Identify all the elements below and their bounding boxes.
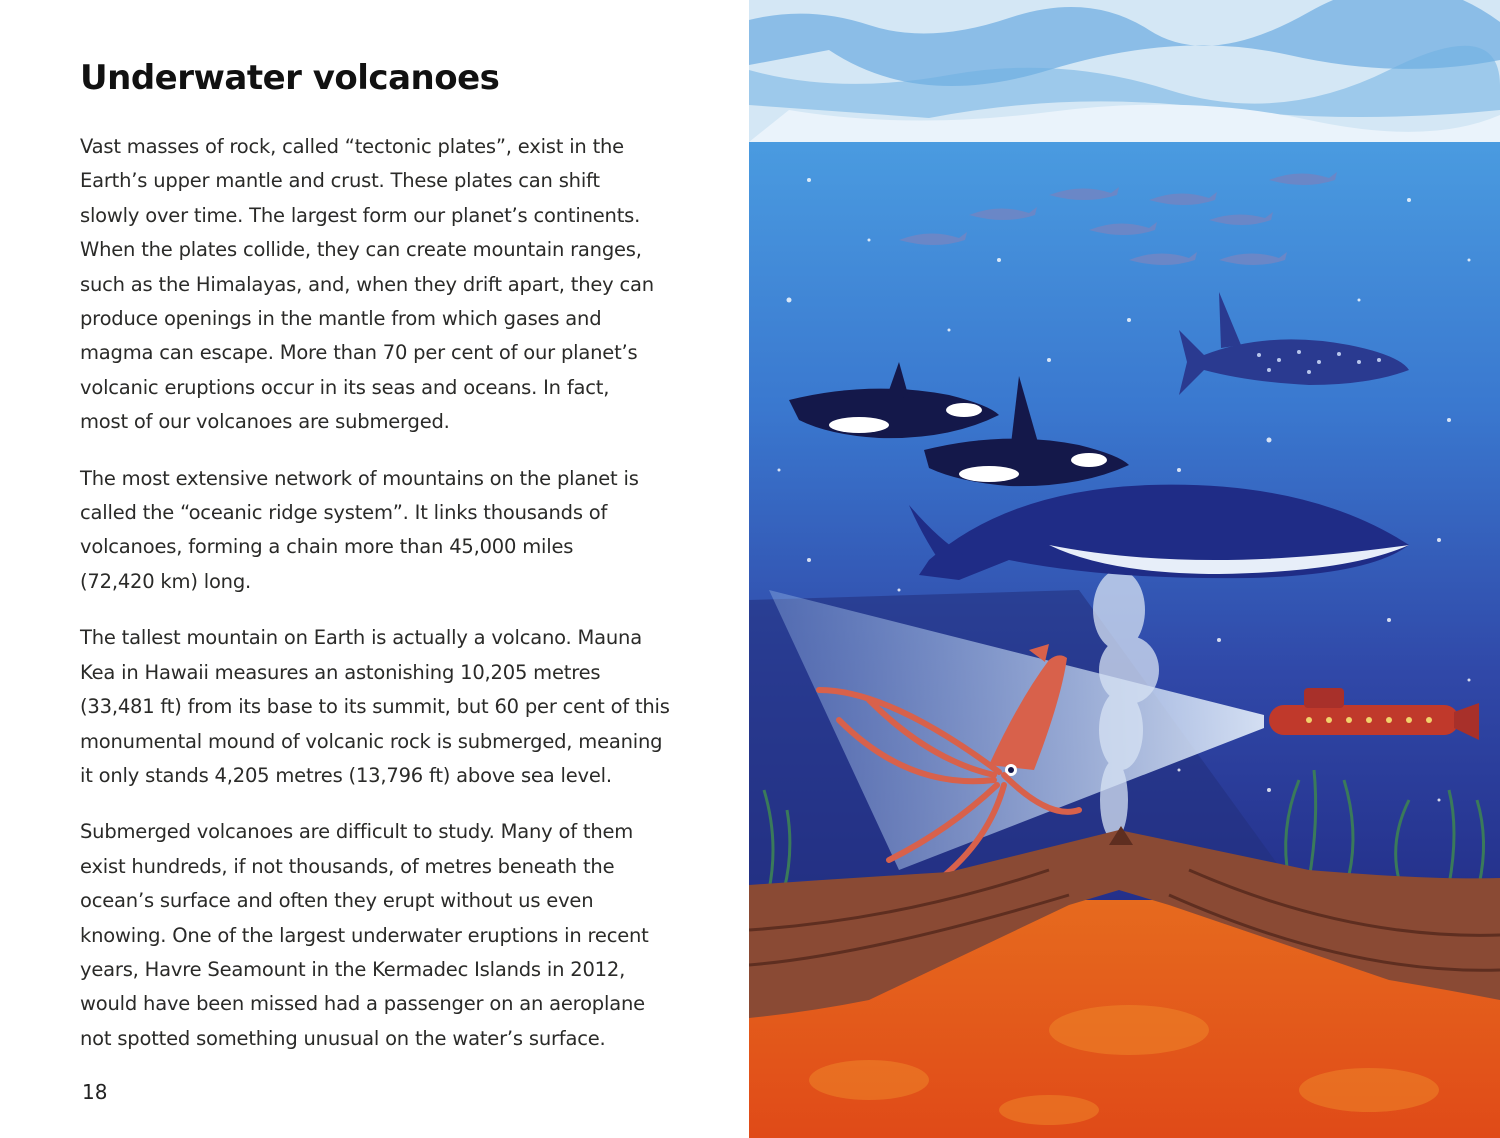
paragraph-mauna-kea: The tallest mountain on Earth is actually a volcano. Mauna Kea in Hawaii measures an astonishing 10,205 metres (33,481 ft) from its base to its summit, but 60 per cent of this monumental mound of volcanic rock is submerged, meaning it only stands 4,205 metres (13,796 ft) above sea level. — [80, 626, 670, 787]
page-title: Underwater volcanoes — [80, 58, 500, 98]
paragraph-tectonic-plates: Vast masses of rock, called “tectonic plates”, exist in the Earth’s upper mantle and crust. These plates can shift slowly over time. The largest form our planet’s continents. When the plates collide, they can create mountain ranges, such as the Himalayas, and, when they drift apart, they can produce openings in the mantle from which gases and magma can escape. More than 70 per cent of our planet’s volcanic eruptions occur in its seas and oceans. In fact, most of our volcanoes are submerged. — [80, 135, 654, 434]
body-text — [80, 130, 690, 1078]
paragraph-submerged-volcanoes: Submerged volcanoes are difficult to study. Many of them exist hundreds, if not thousands, of metres beneath the ocean’s surface and often they erupt without us even knowing. One of the largest underwater eruptions in recent years, Havre Seamount in the Kermadec Islands in 2012, would have been missed had a passenger on an aeroplane not spotted something unusual on the water’s surface. — [80, 820, 649, 1050]
sky — [749, 0, 1500, 142]
ocean-illustration — [749, 0, 1500, 1138]
paragraph-oceanic-ridge: The most extensive network of mountains on the planet is called the “oceanic ridge system”. It links thousands of volcanoes, forming a chain more than 45,000 miles (72,420 km) long. — [80, 466, 639, 593]
page-number: 18 — [82, 1080, 108, 1104]
text-page — [0, 0, 749, 1138]
